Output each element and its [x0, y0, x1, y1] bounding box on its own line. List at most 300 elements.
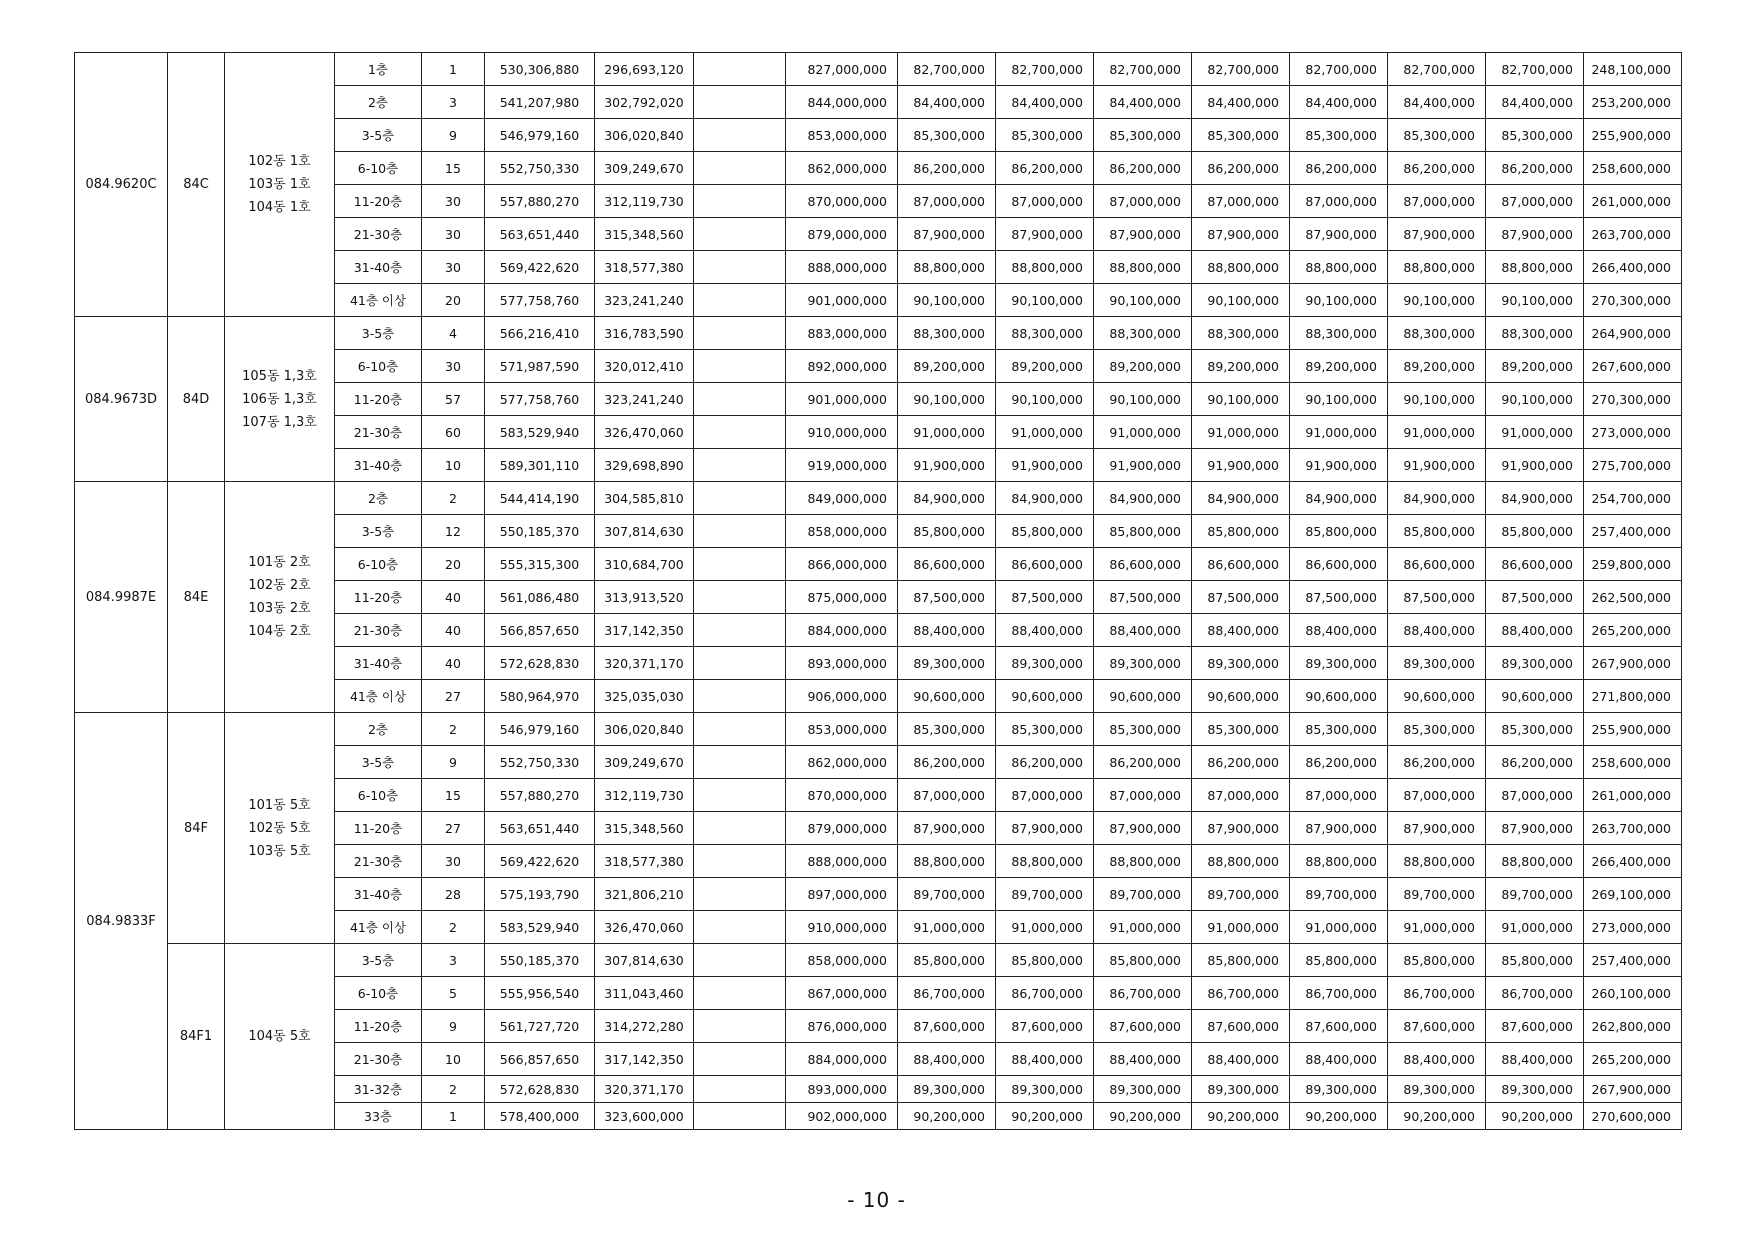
- count-cell: 27: [422, 680, 485, 713]
- balance-cell: 273,000,000: [1584, 911, 1682, 944]
- installment-cell: 85,300,000: [1388, 713, 1486, 746]
- model-cell: 084.9673D: [75, 317, 168, 482]
- floor-cell: 21-30층: [335, 1043, 422, 1076]
- count-cell: 40: [422, 581, 485, 614]
- land-price-cell: 557,880,270: [485, 185, 595, 218]
- installment-cell: 87,000,000: [1486, 779, 1584, 812]
- total-price-cell: 910,000,000: [786, 911, 898, 944]
- total-price-cell: 866,000,000: [786, 548, 898, 581]
- count-cell: 9: [422, 119, 485, 152]
- installment-cell: 91,000,000: [1192, 416, 1290, 449]
- installment-cell: 90,600,000: [898, 680, 996, 713]
- installment-cell: 89,300,000: [1192, 1076, 1290, 1103]
- count-cell: 3: [422, 86, 485, 119]
- building-price-cell: 318,577,380: [595, 845, 694, 878]
- installment-cell: 88,400,000: [1388, 1043, 1486, 1076]
- count-cell: 28: [422, 878, 485, 911]
- installment-cell: 85,300,000: [1290, 119, 1388, 152]
- balance-cell: 269,100,000: [1584, 878, 1682, 911]
- empty-cell: [694, 581, 786, 614]
- building-price-cell: 306,020,840: [595, 713, 694, 746]
- installment-cell: 86,200,000: [1290, 746, 1388, 779]
- installment-cell: 91,000,000: [898, 911, 996, 944]
- total-price-cell: 858,000,000: [786, 515, 898, 548]
- installment-cell: 85,300,000: [898, 713, 996, 746]
- empty-cell: [694, 548, 786, 581]
- total-price-cell: 853,000,000: [786, 713, 898, 746]
- balance-cell: 257,400,000: [1584, 515, 1682, 548]
- total-price-cell: 919,000,000: [786, 449, 898, 482]
- installment-cell: 87,500,000: [996, 581, 1094, 614]
- installment-cell: 90,600,000: [1388, 680, 1486, 713]
- installment-cell: 86,600,000: [996, 548, 1094, 581]
- installment-cell: 88,400,000: [898, 1043, 996, 1076]
- type-cell: 84F: [168, 713, 225, 944]
- installment-cell: 85,800,000: [1094, 944, 1192, 977]
- installment-cell: 87,500,000: [898, 581, 996, 614]
- installment-cell: 88,300,000: [898, 317, 996, 350]
- balance-cell: 273,000,000: [1584, 416, 1682, 449]
- balance-cell: 275,700,000: [1584, 449, 1682, 482]
- installment-cell: 90,100,000: [1290, 284, 1388, 317]
- installment-cell: 87,900,000: [1290, 218, 1388, 251]
- count-cell: 2: [422, 1076, 485, 1103]
- land-price-cell: 572,628,830: [485, 647, 595, 680]
- empty-cell: [694, 647, 786, 680]
- empty-cell: [694, 53, 786, 86]
- total-price-cell: 888,000,000: [786, 845, 898, 878]
- installment-cell: 86,200,000: [1192, 152, 1290, 185]
- building-price-cell: 326,470,060: [595, 911, 694, 944]
- installment-cell: 87,500,000: [1192, 581, 1290, 614]
- installment-cell: 85,800,000: [1290, 944, 1388, 977]
- floor-cell: 11-20층: [335, 812, 422, 845]
- empty-cell: [694, 515, 786, 548]
- installment-cell: 88,400,000: [1486, 614, 1584, 647]
- installment-cell: 88,800,000: [898, 251, 996, 284]
- land-price-cell: 569,422,620: [485, 251, 595, 284]
- installment-cell: 91,000,000: [1388, 911, 1486, 944]
- floor-cell: 21-30층: [335, 845, 422, 878]
- installment-cell: 86,200,000: [996, 746, 1094, 779]
- installment-cell: 89,200,000: [1192, 350, 1290, 383]
- floor-cell: 31-40층: [335, 449, 422, 482]
- installment-cell: 85,800,000: [898, 515, 996, 548]
- balance-cell: 254,700,000: [1584, 482, 1682, 515]
- installment-cell: 90,200,000: [1290, 1103, 1388, 1130]
- type-cell: 84F1: [168, 944, 225, 1130]
- balance-cell: 263,700,000: [1584, 218, 1682, 251]
- installment-cell: 90,200,000: [1192, 1103, 1290, 1130]
- balance-cell: 270,300,000: [1584, 284, 1682, 317]
- installment-cell: 87,900,000: [1388, 218, 1486, 251]
- count-cell: 1: [422, 1103, 485, 1130]
- total-price-cell: 893,000,000: [786, 647, 898, 680]
- land-price-cell: 561,086,480: [485, 581, 595, 614]
- installment-cell: 87,500,000: [1094, 581, 1192, 614]
- balance-cell: 267,600,000: [1584, 350, 1682, 383]
- empty-cell: [694, 119, 786, 152]
- installment-cell: 88,400,000: [1388, 614, 1486, 647]
- count-cell: 9: [422, 746, 485, 779]
- installment-cell: 89,300,000: [1192, 647, 1290, 680]
- installment-cell: 82,700,000: [1486, 53, 1584, 86]
- installment-cell: 91,900,000: [1290, 449, 1388, 482]
- balance-cell: 258,600,000: [1584, 746, 1682, 779]
- total-price-cell: 901,000,000: [786, 383, 898, 416]
- installment-cell: 86,200,000: [996, 152, 1094, 185]
- building-price-cell: 315,348,560: [595, 218, 694, 251]
- empty-cell: [694, 449, 786, 482]
- count-cell: 30: [422, 251, 485, 284]
- installment-cell: 85,300,000: [996, 713, 1094, 746]
- count-cell: 60: [422, 416, 485, 449]
- installment-cell: 91,900,000: [1192, 449, 1290, 482]
- installment-cell: 88,300,000: [1290, 317, 1388, 350]
- installment-cell: 84,900,000: [1192, 482, 1290, 515]
- building-price-cell: 316,783,590: [595, 317, 694, 350]
- floor-cell: 6-10층: [335, 350, 422, 383]
- type-cell: 84E: [168, 482, 225, 713]
- count-cell: 1: [422, 53, 485, 86]
- total-price-cell: 884,000,000: [786, 614, 898, 647]
- installment-cell: 85,800,000: [1388, 944, 1486, 977]
- installment-cell: 89,700,000: [996, 878, 1094, 911]
- balance-cell: 260,100,000: [1584, 977, 1682, 1010]
- page-number: - 10 -: [847, 1188, 906, 1212]
- installment-cell: 90,100,000: [1094, 284, 1192, 317]
- empty-cell: [694, 746, 786, 779]
- installment-cell: 90,600,000: [1290, 680, 1388, 713]
- units-cell: 101동 5호 102동 5호 103동 5호: [225, 713, 335, 944]
- installment-cell: 85,300,000: [1094, 713, 1192, 746]
- floor-cell: 21-30층: [335, 416, 422, 449]
- installment-cell: 88,800,000: [898, 845, 996, 878]
- installment-cell: 87,600,000: [1486, 1010, 1584, 1043]
- floor-cell: 3-5층: [335, 515, 422, 548]
- land-price-cell: 546,979,160: [485, 713, 595, 746]
- installment-cell: 87,500,000: [1290, 581, 1388, 614]
- count-cell: 10: [422, 449, 485, 482]
- installment-cell: 84,900,000: [1290, 482, 1388, 515]
- installment-cell: 88,800,000: [1094, 251, 1192, 284]
- installment-cell: 88,300,000: [996, 317, 1094, 350]
- table-row: [75, 944, 1682, 977]
- installment-cell: 86,200,000: [1094, 152, 1192, 185]
- installment-cell: 86,600,000: [898, 548, 996, 581]
- count-cell: 3: [422, 944, 485, 977]
- balance-cell: 255,900,000: [1584, 119, 1682, 152]
- installment-cell: 91,000,000: [1192, 911, 1290, 944]
- floor-cell: 41층 이상: [335, 680, 422, 713]
- count-cell: 20: [422, 548, 485, 581]
- floor-cell: 3-5층: [335, 944, 422, 977]
- land-price-cell: 544,414,190: [485, 482, 595, 515]
- installment-cell: 87,600,000: [1192, 1010, 1290, 1043]
- installment-cell: 89,700,000: [1388, 878, 1486, 911]
- land-price-cell: 580,964,970: [485, 680, 595, 713]
- installment-cell: 86,200,000: [1192, 746, 1290, 779]
- balance-cell: 259,800,000: [1584, 548, 1682, 581]
- installment-cell: 87,600,000: [1290, 1010, 1388, 1043]
- installment-cell: 91,900,000: [898, 449, 996, 482]
- installment-cell: 88,800,000: [1192, 845, 1290, 878]
- building-price-cell: 321,806,210: [595, 878, 694, 911]
- building-price-cell: 317,142,350: [595, 1043, 694, 1076]
- installment-cell: 90,100,000: [898, 383, 996, 416]
- installment-cell: 88,400,000: [996, 614, 1094, 647]
- count-cell: 9: [422, 1010, 485, 1043]
- balance-cell: 261,000,000: [1584, 779, 1682, 812]
- empty-cell: [694, 680, 786, 713]
- floor-cell: 41층 이상: [335, 284, 422, 317]
- installment-cell: 85,300,000: [1192, 713, 1290, 746]
- installment-cell: 90,100,000: [1290, 383, 1388, 416]
- total-price-cell: 902,000,000: [786, 1103, 898, 1130]
- land-price-cell: 566,857,650: [485, 614, 595, 647]
- installment-cell: 89,700,000: [1192, 878, 1290, 911]
- floor-cell: 3-5층: [335, 119, 422, 152]
- installment-cell: 85,300,000: [1094, 119, 1192, 152]
- installment-cell: 89,300,000: [898, 647, 996, 680]
- balance-cell: 265,200,000: [1584, 1043, 1682, 1076]
- installment-cell: 89,300,000: [898, 1076, 996, 1103]
- installment-cell: 89,700,000: [898, 878, 996, 911]
- building-price-cell: 307,814,630: [595, 944, 694, 977]
- installment-cell: 85,300,000: [1388, 119, 1486, 152]
- balance-cell: 262,500,000: [1584, 581, 1682, 614]
- installment-cell: 88,400,000: [1290, 1043, 1388, 1076]
- empty-cell: [694, 1076, 786, 1103]
- count-cell: 30: [422, 845, 485, 878]
- installment-cell: 87,900,000: [1192, 812, 1290, 845]
- installment-cell: 87,500,000: [1486, 581, 1584, 614]
- installment-cell: 88,800,000: [1094, 845, 1192, 878]
- total-price-cell: 892,000,000: [786, 350, 898, 383]
- installment-cell: 90,100,000: [996, 383, 1094, 416]
- empty-cell: [694, 350, 786, 383]
- empty-cell: [694, 977, 786, 1010]
- count-cell: 2: [422, 911, 485, 944]
- installment-cell: 91,000,000: [1486, 911, 1584, 944]
- count-cell: 4: [422, 317, 485, 350]
- land-price-cell: 566,857,650: [485, 1043, 595, 1076]
- installment-cell: 84,900,000: [1486, 482, 1584, 515]
- installment-cell: 91,000,000: [1388, 416, 1486, 449]
- installment-cell: 85,800,000: [1388, 515, 1486, 548]
- empty-cell: [694, 614, 786, 647]
- count-cell: 20: [422, 284, 485, 317]
- table-row: [75, 53, 1682, 86]
- installment-cell: 86,700,000: [1486, 977, 1584, 1010]
- total-price-cell: 862,000,000: [786, 746, 898, 779]
- floor-cell: 31-32층: [335, 1076, 422, 1103]
- installment-cell: 88,800,000: [1388, 251, 1486, 284]
- land-price-cell: 530,306,880: [485, 53, 595, 86]
- balance-cell: 264,900,000: [1584, 317, 1682, 350]
- land-price-cell: 555,315,300: [485, 548, 595, 581]
- land-price-cell: 550,185,370: [485, 515, 595, 548]
- balance-cell: 271,800,000: [1584, 680, 1682, 713]
- installment-cell: 88,400,000: [1192, 614, 1290, 647]
- installment-cell: 88,400,000: [1094, 1043, 1192, 1076]
- installment-cell: 85,300,000: [1486, 713, 1584, 746]
- floor-cell: 31-40층: [335, 251, 422, 284]
- building-price-cell: 325,035,030: [595, 680, 694, 713]
- units-cell: 104동 5호: [225, 944, 335, 1130]
- balance-cell: 263,700,000: [1584, 812, 1682, 845]
- installment-cell: 88,400,000: [996, 1043, 1094, 1076]
- installment-cell: 84,400,000: [996, 86, 1094, 119]
- floor-cell: 6-10층: [335, 152, 422, 185]
- installment-cell: 86,600,000: [1388, 548, 1486, 581]
- total-price-cell: 888,000,000: [786, 251, 898, 284]
- installment-cell: 89,700,000: [1486, 878, 1584, 911]
- installment-cell: 87,000,000: [1094, 185, 1192, 218]
- empty-cell: [694, 845, 786, 878]
- building-price-cell: 312,119,730: [595, 185, 694, 218]
- installment-cell: 87,000,000: [898, 779, 996, 812]
- balance-cell: 255,900,000: [1584, 713, 1682, 746]
- installment-cell: 86,600,000: [1290, 548, 1388, 581]
- installment-cell: 90,600,000: [996, 680, 1094, 713]
- installment-cell: 87,000,000: [1290, 779, 1388, 812]
- installment-cell: 91,000,000: [1290, 416, 1388, 449]
- empty-cell: [694, 317, 786, 350]
- installment-cell: 91,900,000: [1388, 449, 1486, 482]
- installment-cell: 84,400,000: [1388, 86, 1486, 119]
- installment-cell: 87,600,000: [1388, 1010, 1486, 1043]
- installment-cell: 87,000,000: [1388, 779, 1486, 812]
- installment-cell: 91,000,000: [1094, 416, 1192, 449]
- installment-cell: 88,400,000: [1290, 614, 1388, 647]
- installment-cell: 85,300,000: [1486, 119, 1584, 152]
- land-price-cell: 569,422,620: [485, 845, 595, 878]
- total-price-cell: 906,000,000: [786, 680, 898, 713]
- land-price-cell: 566,216,410: [485, 317, 595, 350]
- land-price-cell: 563,651,440: [485, 218, 595, 251]
- building-price-cell: 320,371,170: [595, 647, 694, 680]
- installment-cell: 87,900,000: [1388, 812, 1486, 845]
- land-price-cell: 541,207,980: [485, 86, 595, 119]
- units-cell: 105동 1,3호 106동 1,3호 107동 1,3호: [225, 317, 335, 482]
- empty-cell: [694, 1043, 786, 1076]
- units-cell: 101동 2호 102동 2호 103동 2호 104동 2호: [225, 482, 335, 713]
- installment-cell: 90,600,000: [1486, 680, 1584, 713]
- building-price-cell: 314,272,280: [595, 1010, 694, 1043]
- balance-cell: 265,200,000: [1584, 614, 1682, 647]
- land-price-cell: 561,727,720: [485, 1010, 595, 1043]
- installment-cell: 86,700,000: [996, 977, 1094, 1010]
- installment-cell: 85,300,000: [898, 119, 996, 152]
- count-cell: 30: [422, 185, 485, 218]
- installment-cell: 86,200,000: [1388, 746, 1486, 779]
- building-price-cell: 307,814,630: [595, 515, 694, 548]
- installment-cell: 87,900,000: [1486, 218, 1584, 251]
- count-cell: 15: [422, 152, 485, 185]
- installment-cell: 82,700,000: [898, 53, 996, 86]
- land-price-cell: 589,301,110: [485, 449, 595, 482]
- building-price-cell: 302,792,020: [595, 86, 694, 119]
- installment-cell: 82,700,000: [1388, 53, 1486, 86]
- installment-cell: 86,200,000: [1388, 152, 1486, 185]
- installment-cell: 88,800,000: [996, 845, 1094, 878]
- installment-cell: 89,300,000: [1388, 1076, 1486, 1103]
- empty-cell: [694, 713, 786, 746]
- installment-cell: 90,100,000: [1192, 284, 1290, 317]
- balance-cell: 262,800,000: [1584, 1010, 1682, 1043]
- installment-cell: 88,800,000: [1192, 251, 1290, 284]
- building-price-cell: 315,348,560: [595, 812, 694, 845]
- installment-cell: 87,900,000: [1094, 218, 1192, 251]
- building-price-cell: 318,577,380: [595, 251, 694, 284]
- empty-cell: [694, 218, 786, 251]
- installment-cell: 88,300,000: [1486, 317, 1584, 350]
- floor-cell: 11-20층: [335, 1010, 422, 1043]
- installment-cell: 88,800,000: [1290, 251, 1388, 284]
- installment-cell: 89,300,000: [1290, 1076, 1388, 1103]
- building-price-cell: 323,241,240: [595, 383, 694, 416]
- total-price-cell: 870,000,000: [786, 779, 898, 812]
- table-row: [75, 713, 1682, 746]
- installment-cell: 90,100,000: [898, 284, 996, 317]
- empty-cell: [694, 812, 786, 845]
- floor-cell: 3-5층: [335, 317, 422, 350]
- building-price-cell: 310,684,700: [595, 548, 694, 581]
- installment-cell: 86,700,000: [1290, 977, 1388, 1010]
- floor-cell: 31-40층: [335, 878, 422, 911]
- price-table: [74, 52, 1682, 1130]
- floor-cell: 1층: [335, 53, 422, 86]
- building-price-cell: 312,119,730: [595, 779, 694, 812]
- balance-cell: 270,300,000: [1584, 383, 1682, 416]
- installment-cell: 85,800,000: [996, 944, 1094, 977]
- installment-cell: 82,700,000: [1290, 53, 1388, 86]
- installment-cell: 90,600,000: [1094, 680, 1192, 713]
- installment-cell: 87,000,000: [1290, 185, 1388, 218]
- installment-cell: 85,300,000: [996, 119, 1094, 152]
- table-row: [75, 482, 1682, 515]
- floor-cell: 3-5층: [335, 746, 422, 779]
- type-cell: 84D: [168, 317, 225, 482]
- installment-cell: 91,000,000: [996, 911, 1094, 944]
- installment-cell: 88,400,000: [1486, 1043, 1584, 1076]
- installment-cell: 90,200,000: [996, 1103, 1094, 1130]
- installment-cell: 84,400,000: [898, 86, 996, 119]
- total-price-cell: 879,000,000: [786, 218, 898, 251]
- floor-cell: 31-40층: [335, 647, 422, 680]
- building-price-cell: 320,012,410: [595, 350, 694, 383]
- installment-cell: 86,200,000: [1094, 746, 1192, 779]
- installment-cell: 87,000,000: [1192, 185, 1290, 218]
- installment-cell: 86,200,000: [1486, 152, 1584, 185]
- empty-cell: [694, 911, 786, 944]
- empty-cell: [694, 284, 786, 317]
- table-row: [75, 317, 1682, 350]
- installment-cell: 84,400,000: [1094, 86, 1192, 119]
- empty-cell: [694, 152, 786, 185]
- installment-cell: 86,700,000: [1094, 977, 1192, 1010]
- installment-cell: 90,100,000: [1094, 383, 1192, 416]
- installment-cell: 87,000,000: [996, 185, 1094, 218]
- installment-cell: 89,300,000: [996, 1076, 1094, 1103]
- installment-cell: 86,600,000: [1486, 548, 1584, 581]
- installment-cell: 88,800,000: [1486, 251, 1584, 284]
- installment-cell: 90,100,000: [1192, 383, 1290, 416]
- total-price-cell: 844,000,000: [786, 86, 898, 119]
- installment-cell: 86,200,000: [898, 746, 996, 779]
- installment-cell: 84,400,000: [1192, 86, 1290, 119]
